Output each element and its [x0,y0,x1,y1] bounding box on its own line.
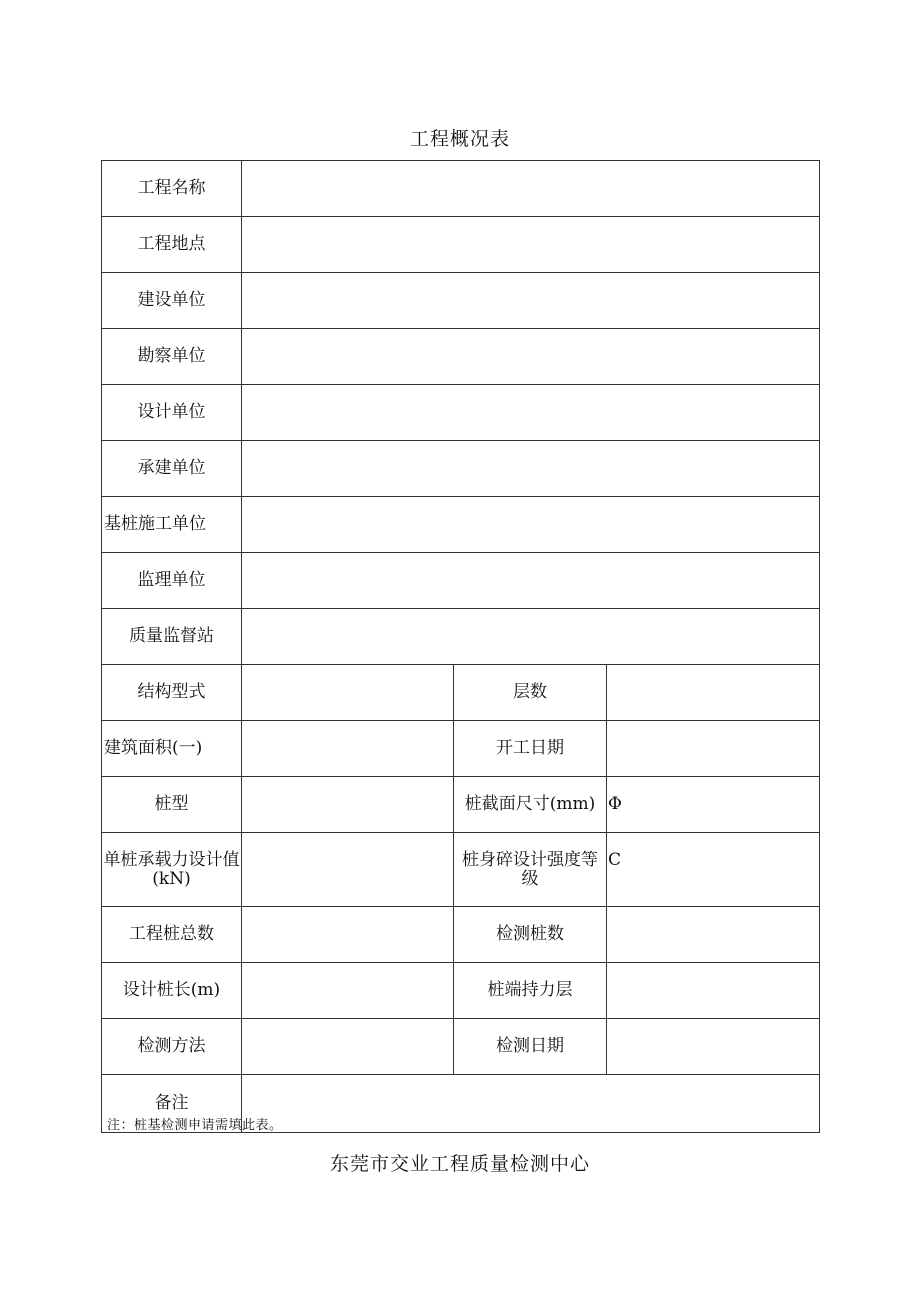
table-row [102,609,820,665]
contractor-unit-field[interactable] [242,441,820,497]
table-row [102,907,820,963]
form-note: 注：桩基检测申请需填此表。 [107,1118,283,1133]
remarks-field[interactable] [242,1075,820,1133]
pile-type-label: 桩型 [102,777,242,833]
tested-piles-field[interactable] [607,907,820,963]
survey-unit-label: 勘察单位 [102,329,242,385]
contractor-unit-label: 承建单位 [102,441,242,497]
building-area-label: 建筑面积(一) [102,721,242,777]
table-row [102,833,820,907]
quality-supervision-station-label: 质量监督站 [102,609,242,665]
pile-section-size-field[interactable]: Φ [607,777,820,833]
design-unit-field[interactable] [242,385,820,441]
construction-unit-label: 建设单位 [102,273,242,329]
table-row [102,273,820,329]
table-row [102,161,820,217]
project-overview-table [101,160,820,1133]
pile-concrete-grade-field[interactable]: C [607,833,820,907]
start-date-field[interactable] [607,721,820,777]
supervision-unit-label: 监理单位 [102,553,242,609]
table-row [102,721,820,777]
pile-section-size-label: 桩截面尺寸(mm) [454,777,607,833]
supervision-unit-field[interactable] [242,553,820,609]
pile-construction-unit-field[interactable] [242,497,820,553]
total-piles-field[interactable] [242,907,454,963]
single-pile-capacity-label: 单桩承载力设计值(kN) [102,833,242,907]
table-row [102,329,820,385]
test-method-label: 检测方法 [102,1019,242,1075]
pile-type-field[interactable] [242,777,454,833]
table-row [102,217,820,273]
floors-field[interactable] [607,665,820,721]
total-piles-label: 工程桩总数 [102,907,242,963]
project-location-label: 工程地点 [102,217,242,273]
project-location-field[interactable] [242,217,820,273]
project-name-field[interactable] [242,161,820,217]
table-row [102,665,820,721]
test-method-field[interactable] [242,1019,454,1075]
quality-supervision-station-field[interactable] [242,609,820,665]
pile-concrete-grade-label: 桩身碎设计强度等级 [454,833,607,907]
remarks-label: 备注 [102,1075,242,1133]
table-row [102,1019,820,1075]
table-row [102,553,820,609]
start-date-label: 开工日期 [454,721,607,777]
organization-name: 东莞市交业工程质量检测中心 [329,1153,590,1175]
bearing-stratum-label: 桩端持力层 [454,963,607,1019]
table-row [102,441,820,497]
single-pile-capacity-field[interactable] [242,833,454,907]
pile-construction-unit-label: 基桩施工单位 [102,497,242,553]
table-row [102,385,820,441]
structure-type-label: 结构型式 [102,665,242,721]
design-unit-label: 设计单位 [102,385,242,441]
table-row [102,963,820,1019]
test-date-label: 检测日期 [454,1019,607,1075]
test-date-field[interactable] [607,1019,820,1075]
project-name-label: 工程名称 [102,161,242,217]
table-row [102,777,820,833]
table-row [102,497,820,553]
structure-type-field[interactable] [242,665,454,721]
floors-label: 层数 [454,665,607,721]
tested-piles-label: 检测桩数 [454,907,607,963]
design-pile-length-label: 设计桩长(m) [102,963,242,1019]
building-area-field[interactable] [242,721,454,777]
construction-unit-field[interactable] [242,273,820,329]
design-pile-length-field[interactable] [242,963,454,1019]
page-title: 工程概况表 [409,128,510,150]
bearing-stratum-field[interactable] [607,963,820,1019]
survey-unit-field[interactable] [242,329,820,385]
